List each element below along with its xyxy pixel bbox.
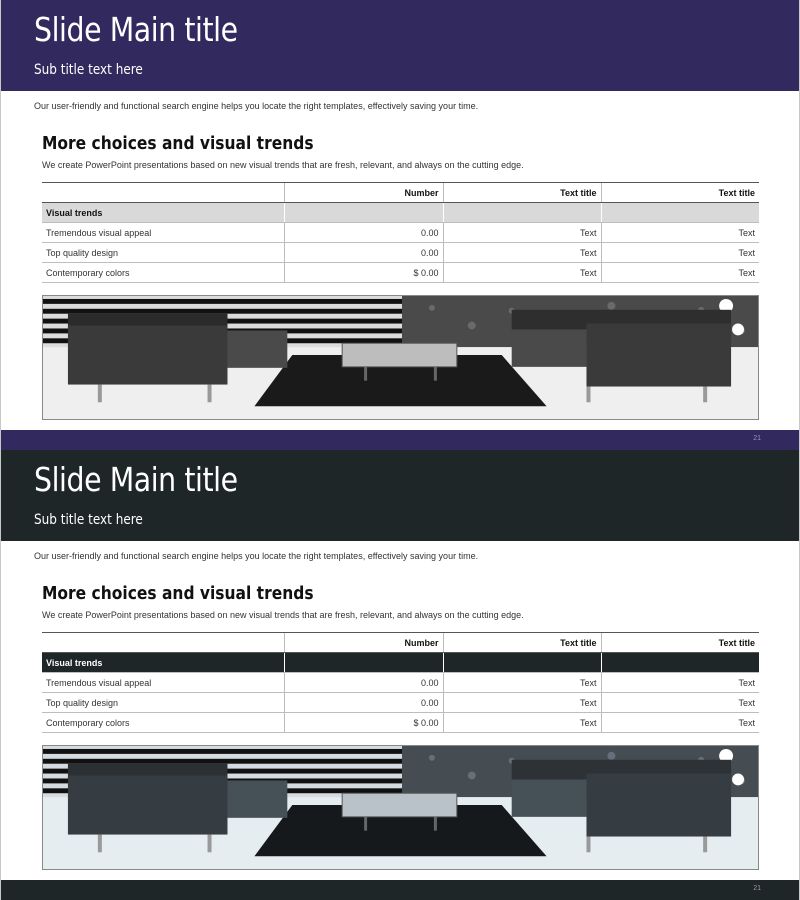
table-cell: Top quality design xyxy=(42,693,284,713)
table-cell: Text xyxy=(443,713,601,733)
section-description: We create PowerPoint presentations based on new visual trends that are fresh, relevant, and always on the cutting edge. xyxy=(42,610,524,620)
table-cell: Text xyxy=(601,223,759,243)
table-cell xyxy=(284,203,443,223)
table-row xyxy=(42,713,759,733)
table-group-label: Visual trends xyxy=(42,653,284,673)
slide-2 xyxy=(0,450,800,900)
table-row xyxy=(42,673,759,693)
page-number: 21 xyxy=(753,435,761,442)
table-cell xyxy=(284,653,443,673)
table-cell xyxy=(443,203,601,223)
table-cell: Tremendous visual appeal xyxy=(42,223,284,243)
table-header-cell: Text title xyxy=(443,633,601,653)
table-header-row xyxy=(42,183,759,203)
table-cell: Text xyxy=(443,243,601,263)
slide-header xyxy=(1,450,800,541)
section-description: We create PowerPoint presentations based on new visual trends that are fresh, relevant, and always on the cutting edge. xyxy=(42,160,524,170)
table-header-row xyxy=(42,633,759,653)
section-title: More choices and visual trends xyxy=(42,133,314,154)
table-row xyxy=(42,263,759,283)
table-cell: $ 0.00 xyxy=(284,263,443,283)
table-group-label: Visual trends xyxy=(42,203,284,223)
intro-text: Our user-friendly and functional search engine helps you locate the right templates, effectively saving your time. xyxy=(34,101,479,111)
table-header-cell: Number xyxy=(284,633,443,653)
table-cell: Contemporary colors xyxy=(42,713,284,733)
table-header-cell: Text title xyxy=(601,633,759,653)
table-cell: Text xyxy=(443,223,601,243)
table-cell: Top quality design xyxy=(42,243,284,263)
slide-header xyxy=(1,0,800,91)
table-row xyxy=(42,693,759,713)
table-header-cell xyxy=(42,633,284,653)
table-cell: Text xyxy=(443,263,601,283)
living-room-photo xyxy=(42,745,759,870)
table-cell: Text xyxy=(601,263,759,283)
table-header-cell: Text title xyxy=(601,183,759,203)
table-cell: Text xyxy=(443,693,601,713)
table-group-row xyxy=(42,203,759,223)
table-cell: 0.00 xyxy=(284,223,443,243)
data-table xyxy=(42,182,759,283)
table-cell: Text xyxy=(443,673,601,693)
table-header-cell: Text title xyxy=(443,183,601,203)
table-cell: Tremendous visual appeal xyxy=(42,673,284,693)
table-cell: 0.00 xyxy=(284,243,443,263)
slide-title: Slide Main title xyxy=(34,460,238,499)
table-cell: Text xyxy=(601,693,759,713)
table-row xyxy=(42,243,759,263)
table-cell: 0.00 xyxy=(284,673,443,693)
table-row xyxy=(42,223,759,243)
page-number: 21 xyxy=(753,885,761,892)
table-cell: Contemporary colors xyxy=(42,263,284,283)
living-room-photo xyxy=(42,295,759,420)
section-title: More choices and visual trends xyxy=(42,583,314,604)
table-cell: Text xyxy=(601,243,759,263)
table-cell: Text xyxy=(601,713,759,733)
table-cell xyxy=(601,653,759,673)
table-group-row xyxy=(42,653,759,673)
table-cell xyxy=(443,653,601,673)
table-cell: $ 0.00 xyxy=(284,713,443,733)
table-cell: Text xyxy=(601,673,759,693)
slide-subtitle: Sub title text here xyxy=(34,62,143,78)
slide-title: Slide Main title xyxy=(34,10,238,49)
slide-footer xyxy=(1,430,800,450)
data-table xyxy=(42,632,759,733)
slide-footer xyxy=(1,880,800,900)
table-header-cell xyxy=(42,183,284,203)
slide-subtitle: Sub title text here xyxy=(34,512,143,528)
table-cell xyxy=(601,203,759,223)
intro-text: Our user-friendly and functional search engine helps you locate the right templates, effectively saving your time. xyxy=(34,551,479,561)
table-header-cell: Number xyxy=(284,183,443,203)
table-cell: 0.00 xyxy=(284,693,443,713)
